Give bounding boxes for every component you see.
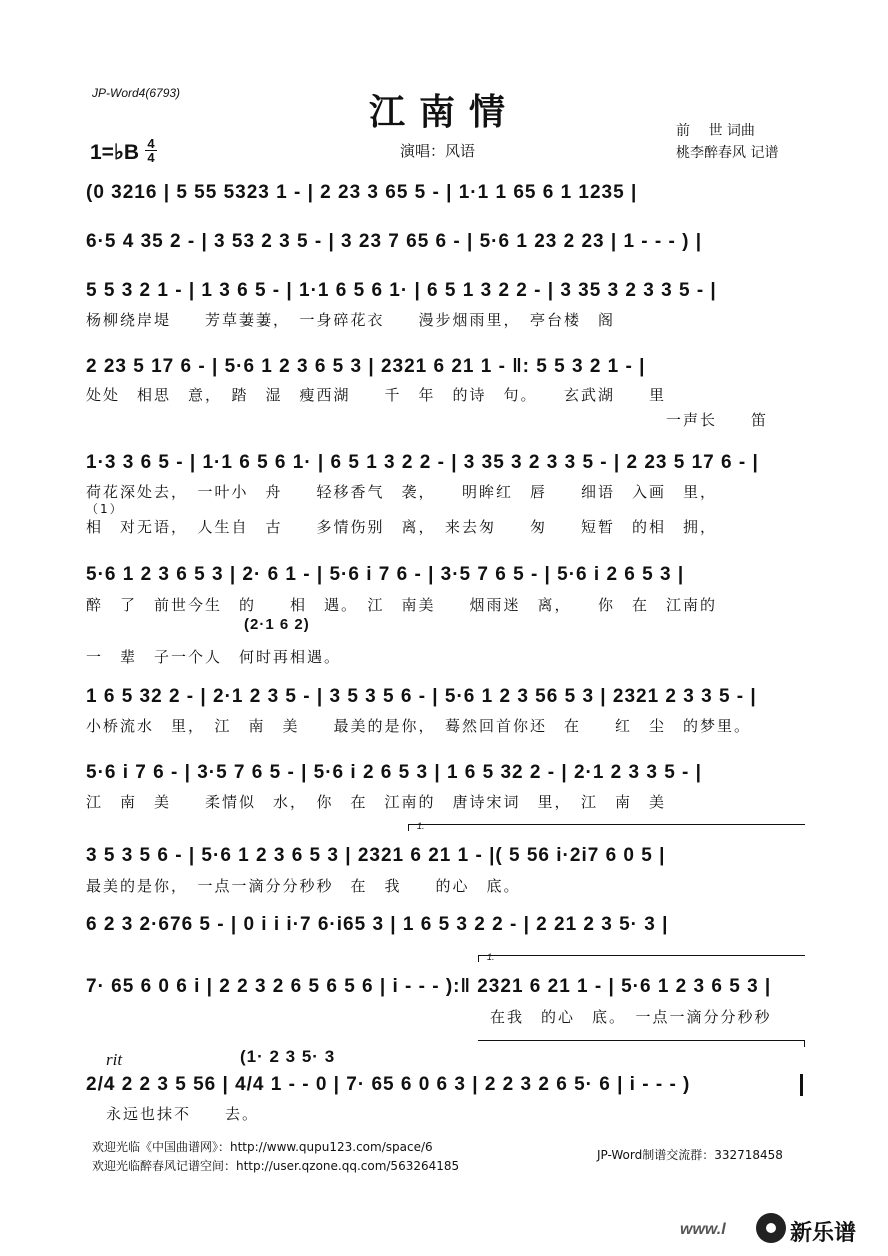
lyric-row-2: 处处 相思 意， 踏 湿 瘦西湖 千 年 的诗 句。 玄武湖 里: [86, 386, 667, 404]
footer-link-2[interactable]: 欢迎光临醉春风记谱空间：http://user.qzone.qq.com/563264185: [92, 1159, 460, 1173]
score-row-6: 5·6 1 2 3 6 5 3 | 2· 6 1 - | 5·6 i 7 6 - | 3·5 7 6 5 - | 5·6 i 2 6 5 3 |: [86, 564, 685, 585]
lyric-row-8: 江 南 美 柔情似 水， 你 在 江南的 唐诗宋词 里， 江 南 美: [86, 793, 667, 811]
score-row-5: 1·3 3 6 5 - | 1·1 6 5 6 1· | 6 5 1 3 2 2 - | 3 35 3 2 3 3 5 - | 2 23 5 17 6 - |: [86, 452, 759, 473]
composer-credit: 前 世 词曲: [676, 123, 755, 139]
lyric-row-10: 在我 的心 底。 一点一滴分分秒秒: [490, 1008, 772, 1026]
lyric-row-1: 杨柳绕岸堤 芳草萋萋， 一身碎花衣 漫步烟雨里， 亭台楼 阁: [86, 311, 616, 329]
score-row-11: 7· 65 6 0 6 i | 2 2 3 2 6 5 6 5 6 | i - - - ):‖ 2321 6 21 1 - | 5·6 1 2 3 6 5 3 |: [86, 976, 772, 997]
watermark-url: www.l: [680, 1221, 726, 1238]
alt-notes-2: (1· 2 3 5· 3: [240, 1047, 336, 1066]
score-row-9: 3 5 3 5 6 - | 5·6 1 2 3 6 5 3 | 2321 6 21 1 - |( 5 56 i·2i7 6 0 5 |: [86, 845, 666, 866]
lyric-row-2b: 一声长 笛: [666, 411, 769, 429]
volta-label-1: 1.: [417, 821, 425, 831]
software-label: JP-Word4(6793): [92, 86, 181, 100]
time-top: 4: [147, 136, 155, 151]
time-signature: [145, 137, 157, 164]
footer-link-1[interactable]: 欢迎光临《中国曲谱网》：http://www.qupu123.com/space/6: [92, 1140, 433, 1154]
lyric-row-7: 小桥流水 里， 江 南 美 最美的是你， 蓦然回首你还 在 红 尘 的梦里。: [86, 717, 752, 735]
time-bottom: 4: [147, 150, 155, 165]
transcriber-credit: 桃李醉春风 记谱: [676, 145, 779, 161]
ritardando-mark: rit: [106, 1050, 123, 1069]
bracket-top-right: [478, 1040, 805, 1047]
lyric-row-5: 醉 了 前世今生 的 相 遇。 江 南美 烟雨迷 离， 你 在 江南的: [86, 596, 718, 614]
score-row-7: 1 6 5 32 2 - | 2·1 2 3 5 - | 3 5 3 5 6 - | 5·6 1 2 3 56 5 3 | 2321 2 3 3 5 - |: [86, 686, 757, 707]
key-signature: 1=♭B: [90, 141, 140, 164]
lyric-row-4: 相 对无语， 人生自 古 多情伤别 离， 来去匆 匆 短暂 的相 拥，: [86, 518, 718, 536]
alt-notes-1: (2·1 6 2): [244, 616, 310, 633]
score-row-10: 6 2 3 2·676 5 - | 0 i i i·7 6·i65 3 | 1 6 5 3 2 2 - | 2 21 2 3 5· 3 |: [86, 914, 669, 935]
score-row-3: 5 5 3 2 1 - | 1 3 6 5 - | 1·1 6 5 6 1· | 6 5 1 3 2 2 - | 3 35 3 2 3 3 5 - |: [86, 280, 717, 301]
score-row-8: 5·6 i 7 6 - | 3·5 7 6 5 - | 5·6 i 2 6 5 3 | 1 6 5 32 2 - | 2·1 2 3 3 5 - |: [86, 762, 702, 783]
disc-logo-icon: [756, 1213, 786, 1243]
verse-marker: （1）: [86, 502, 124, 516]
lyric-row-6: 一 辈 子一个人 何时再相遇。: [86, 648, 342, 666]
volta-label-2: 1.: [487, 952, 495, 962]
score-row-12: 2/4 2 2 3 5 56 | 4/4 1 - - 0 | 7· 65 6 0 6 3 | 2 2 3 2 6 5· 6 | i - - - ): [86, 1074, 691, 1095]
score-row-2: 6·5 4 35 2 - | 3 53 2 3 5 - | 3 23 7 65 6 - | 5·6 1 23 2 23 | 1 - - - ) |: [86, 231, 703, 252]
lyric-row-9: 最美的是你， 一点一滴分分秒秒 在 我 的心 底。: [86, 877, 521, 895]
lyric-row-11: 永远也抹不 去。: [106, 1105, 260, 1123]
singer-label: 演唱：风语: [400, 142, 476, 160]
score-row-1: (0 3216 | 5 55 5323 1 - | 2 23 3 65 5 - | 1·1 1 65 6 1 1235 |: [86, 182, 638, 203]
qq-group: JP-Word制谱交流群：332718458: [597, 1148, 783, 1162]
volta-bracket-2: [478, 952, 805, 962]
final-barline: [800, 1074, 803, 1096]
watermark-brand: 新乐谱: [790, 1221, 857, 1246]
lyric-row-3: 荷花深处去， 一叶小 舟 轻移香气 袭， 明眸红 唇 细语 入画 里，: [86, 483, 718, 501]
score-row-4: 2 23 5 17 6 - | 5·6 1 2 3 6 5 3 | 2321 6 21 1 - ‖: 5 5 3 2 1 - |: [86, 356, 646, 377]
volta-bracket-1: [408, 821, 805, 831]
song-title: 江南情: [368, 92, 519, 133]
